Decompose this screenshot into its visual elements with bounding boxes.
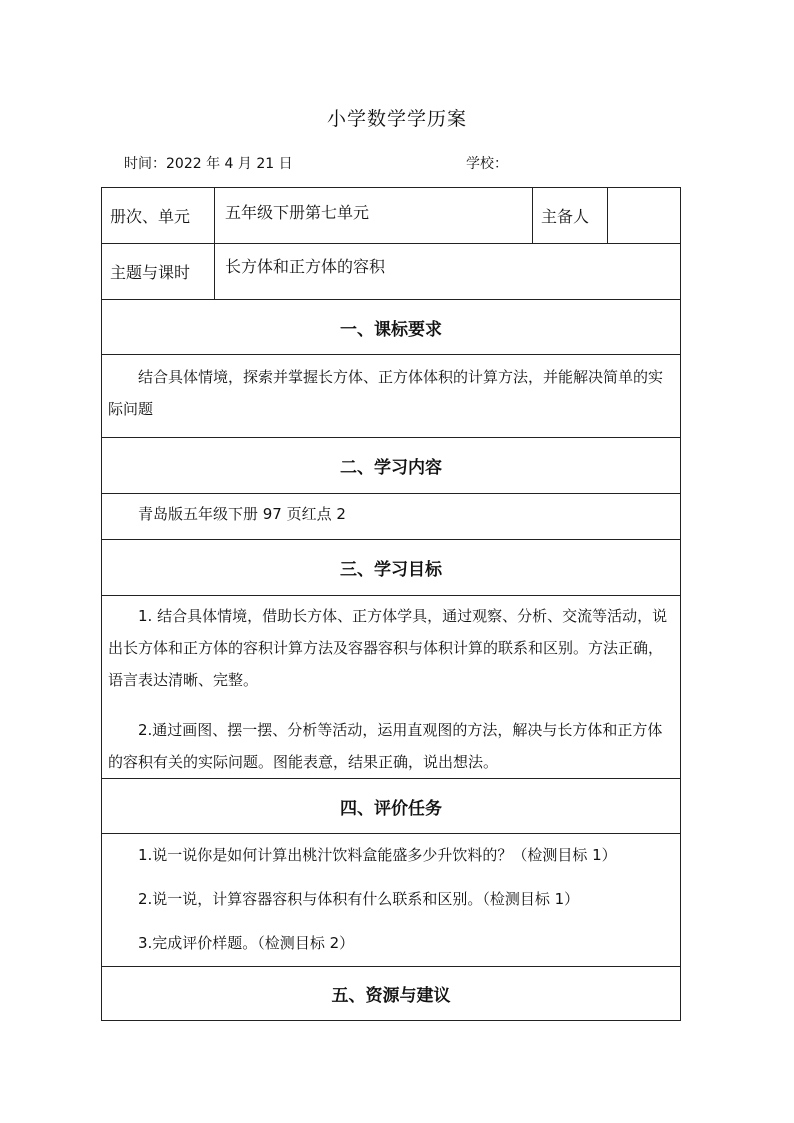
section-heading-assessment: 四、评价任务 (340, 798, 442, 819)
school-label: 学校： (466, 156, 508, 172)
section-heading-row (102, 967, 680, 1020)
section-heading-standards: 一、课标要求 (340, 319, 442, 340)
section-body-objectives (102, 596, 680, 778)
paragraph: 1. 结合具体情境，借助长方体、正方体学具，通过观察、分析、交流等活动，说出长方体和正方体的容积计算方法及容器容积与体积计算的联系和区别。方法正确，语言表达清晰、完整。 (108, 607, 668, 689)
preparer-value[interactable] (608, 188, 680, 243)
section-body-standards (102, 355, 680, 437)
list-item: 3.完成评价样题。（检测目标 2） (138, 934, 355, 952)
paragraph: 青岛版五年级下册 97 页红点 2 (138, 505, 346, 523)
volume-unit-value: 五年级下册第七单元 (215, 188, 533, 243)
section-heading-row (102, 438, 680, 494)
section-heading-resources: 五、资源与建议 (331, 986, 451, 1006)
section-heading-content: 二、学习内容 (340, 458, 442, 478)
list-item: 2.说一说，计算容器容积与体积有什么联系和区别。（检测目标 1） (138, 890, 580, 908)
lesson-table (101, 187, 681, 1021)
section-body-row (102, 494, 680, 540)
date-label: 时间：2022 年 4 月 21 日 (124, 156, 293, 172)
section-body-row (102, 355, 680, 438)
paragraph: 结合具体情境，探索并掌握长方体、正方体体积的计算方法，并能解决简单的实际问题 (108, 368, 664, 418)
section-body-row (102, 834, 680, 967)
section-body-content (102, 494, 680, 539)
section-heading-row (102, 300, 680, 355)
table-row-volume-unit (102, 188, 680, 244)
paragraph: 2.通过画图、摆一摆、分析等活动，运用直观图的方法，解决与长方体和正方体的容积有关的实际问题。图能表意，结果正确，说出想法。 (108, 721, 663, 771)
section-body-assessment (102, 834, 680, 966)
preparer-label: 主备人 (533, 188, 608, 243)
table-row-topic (102, 244, 680, 300)
section-heading-row (102, 540, 680, 596)
section-heading-objectives: 三、学习目标 (340, 560, 442, 580)
list-item: 1.说一说你是如何计算出桃汁饮料盒能盛多少升饮料的？（检测目标 1） (138, 846, 617, 864)
section-body-row (102, 596, 680, 779)
document-title: 小学数学学历案 (326, 108, 467, 130)
topic-label: 主题与课时 (102, 244, 215, 299)
section-heading-row (102, 779, 680, 834)
topic-value: 长方体和正方体的容积 (225, 257, 386, 276)
volume-unit-label: 册次、单元 (102, 188, 215, 243)
